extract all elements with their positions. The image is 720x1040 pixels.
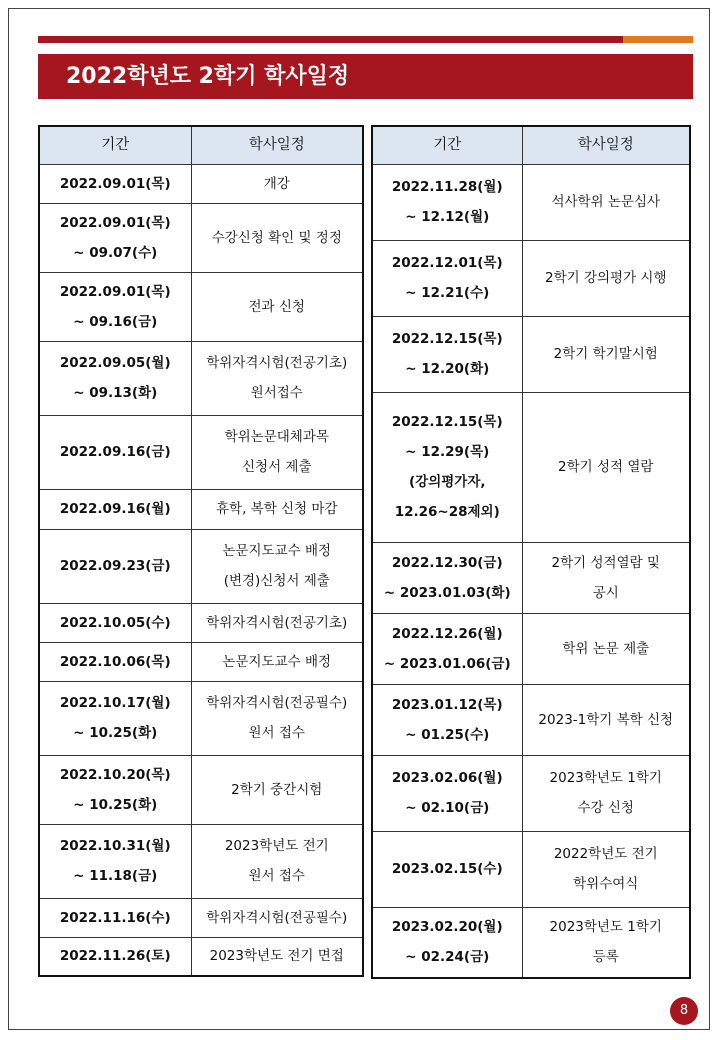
header-event: 학사일정	[522, 126, 690, 164]
page-title: 2022학년도 2학기 학사일정	[38, 54, 693, 99]
period-line: ~ 09.16(금)	[73, 313, 158, 330]
period-line: 2023.02.06(월)	[391, 770, 503, 786]
event-line: 신청서 제출	[242, 459, 312, 475]
event-line: 학위 논문 제출	[562, 640, 650, 657]
period-line: 2022.09.16(월)	[59, 501, 171, 517]
table-row	[39, 603, 363, 642]
event-cell	[191, 272, 363, 341]
period-line: 2022.09.01(목)	[59, 214, 171, 231]
period-line: 2022.09.16(금)	[59, 444, 171, 460]
period-cell	[372, 542, 522, 613]
period-cell	[39, 755, 191, 824]
period-line: 2022.10.05(수)	[59, 614, 171, 631]
period-cell	[39, 489, 191, 529]
table-row	[372, 684, 690, 755]
period-line: ~ 11.18(금)	[73, 868, 158, 884]
table-row	[372, 240, 690, 316]
event-line: 2학기 성적열람 및	[551, 554, 660, 571]
period-line: 2022.09.23(금)	[59, 558, 171, 574]
period-line: 2022.09.01(목)	[59, 175, 171, 192]
period-cell	[372, 907, 522, 978]
top-bar-dark	[38, 36, 623, 43]
event-line: 2023학년도 1학기	[549, 919, 662, 936]
event-cell	[191, 642, 363, 681]
period-cell	[372, 613, 522, 684]
table-row	[372, 164, 690, 240]
period-cell	[372, 240, 522, 316]
header-period: 기간	[39, 126, 191, 164]
period-cell	[39, 164, 191, 203]
event-cell	[191, 341, 363, 415]
event-line: 2학기 성적 열람	[558, 459, 654, 475]
event-cell	[191, 529, 363, 603]
period-line: ~ 02.10(금)	[405, 800, 490, 816]
period-cell	[372, 831, 522, 907]
event-cell	[191, 824, 363, 898]
event-line: 원서 접수	[248, 725, 305, 741]
top-decorative-bar	[38, 36, 693, 43]
period-line: 2023.01.12(목)	[391, 696, 503, 713]
event-cell	[191, 489, 363, 529]
event-line: 석사학위 논문심사	[551, 194, 661, 210]
event-cell	[191, 755, 363, 824]
event-line: 수강신청 확인 및 정정	[211, 229, 342, 246]
table-row	[39, 824, 363, 898]
table-row	[39, 272, 363, 341]
period-line: 2022.11.26(토)	[59, 948, 171, 965]
event-line: 원서 접수	[248, 868, 305, 884]
event-line: 2023학년도 1학기	[549, 770, 662, 786]
event-line: 논문지도교수 배정	[222, 653, 332, 670]
period-cell	[39, 341, 191, 415]
table-row	[372, 907, 690, 978]
event-line: 수강 신청	[577, 800, 634, 816]
period-cell	[39, 415, 191, 489]
event-line: 개강	[263, 175, 290, 192]
period-cell	[372, 684, 522, 755]
period-line: ~ 10.25(화)	[73, 796, 158, 813]
schedule-table-right	[371, 125, 691, 979]
event-line: 2023학년도 전기 면접	[209, 948, 344, 965]
period-line: 2022.10.20(목)	[59, 766, 171, 783]
period-cell	[39, 529, 191, 603]
period-line: ~ 12.12(월)	[405, 209, 490, 225]
event-cell	[191, 203, 363, 272]
event-line: 2학기 학기말시험	[553, 346, 658, 362]
event-cell	[522, 240, 690, 316]
event-line: 2023-1학기 복학 신청	[538, 711, 674, 728]
period-cell	[372, 164, 522, 240]
period-cell	[39, 898, 191, 937]
period-cell	[39, 681, 191, 755]
event-cell	[191, 937, 363, 976]
table-row	[39, 937, 363, 976]
table-row	[39, 415, 363, 489]
period-cell	[39, 203, 191, 272]
event-cell	[522, 392, 690, 542]
table-row	[372, 831, 690, 907]
period-line: ~ 02.24(금)	[405, 949, 490, 966]
period-line: ~ 09.07(수)	[73, 244, 158, 261]
header-event: 학사일정	[191, 126, 363, 164]
period-cell	[39, 824, 191, 898]
period-line: 2022.12.30(금)	[391, 554, 503, 571]
period-line: 12.26~28제외)	[394, 504, 500, 520]
period-line: (강의평가자,	[408, 474, 486, 490]
table-row	[372, 392, 690, 542]
period-cell	[372, 392, 522, 542]
period-line: 2023.02.20(월)	[391, 919, 503, 936]
event-line: 논문지도교수 배정	[222, 543, 332, 559]
table-row	[39, 203, 363, 272]
table-row	[39, 898, 363, 937]
table-row	[39, 529, 363, 603]
event-line: 학위자격시험(전공기초)	[206, 355, 348, 371]
event-cell	[522, 316, 690, 392]
event-line: 2학기 강의평가 시행	[545, 270, 667, 286]
event-cell	[191, 603, 363, 642]
header-period: 기간	[372, 126, 522, 164]
period-line: 2022.11.28(월)	[391, 179, 503, 195]
event-line: 2023학년도 전기	[224, 838, 329, 854]
schedule-table-left	[38, 125, 364, 977]
table-row	[39, 642, 363, 681]
period-line: 2022.09.05(월)	[59, 355, 171, 371]
table-header-row	[372, 126, 690, 164]
period-line: ~ 01.25(수)	[405, 726, 490, 743]
period-line: 2022.12.15(목)	[391, 331, 503, 347]
table-row	[372, 613, 690, 684]
table-row	[372, 542, 690, 613]
event-line: 학위자격시험(전공기초)	[206, 614, 348, 631]
table-row	[39, 755, 363, 824]
event-cell	[191, 898, 363, 937]
event-cell	[522, 831, 690, 907]
period-line: 2022.10.06(목)	[59, 653, 171, 670]
period-line: ~ 09.13(화)	[73, 385, 158, 401]
event-cell	[522, 542, 690, 613]
event-cell	[191, 681, 363, 755]
table-row	[39, 164, 363, 203]
period-cell	[39, 642, 191, 681]
page-number-badge: 8	[670, 997, 698, 1025]
period-line: ~ 12.21(수)	[405, 285, 490, 301]
event-line: 공시	[592, 584, 619, 601]
period-line: ~ 10.25(화)	[73, 725, 158, 741]
period-line: 2023.02.15(수)	[391, 861, 503, 877]
period-cell	[39, 603, 191, 642]
period-line: 2022.12.26(월)	[391, 625, 503, 642]
period-line: ~ 2023.01.03(화)	[383, 584, 511, 601]
period-line: ~ 2023.01.06(금)	[383, 655, 511, 672]
event-line: 학위수여식	[573, 876, 639, 892]
table-header-row	[39, 126, 363, 164]
period-line: 2022.12.15(목)	[391, 414, 503, 430]
period-line: 2022.09.01(목)	[59, 283, 171, 300]
event-line: 학위논문대체과목	[224, 429, 329, 445]
period-line: ~ 12.29(목)	[405, 444, 490, 460]
event-cell	[191, 164, 363, 203]
period-line: 2022.10.17(월)	[59, 695, 171, 711]
table-row	[372, 316, 690, 392]
event-cell	[191, 415, 363, 489]
period-cell	[372, 755, 522, 831]
event-cell	[522, 684, 690, 755]
event-cell	[522, 755, 690, 831]
event-cell	[522, 164, 690, 240]
event-line: 학위자격시험(전공필수)	[206, 695, 348, 711]
event-line: 원서접수	[250, 385, 303, 401]
event-line: (변경)신청서 제출	[223, 573, 330, 589]
top-bar-accent	[623, 36, 693, 43]
event-line: 2022학년도 전기	[553, 846, 658, 862]
period-line: ~ 12.20(화)	[405, 361, 490, 377]
event-cell	[522, 907, 690, 978]
event-line: 학위자격시험(전공필수)	[206, 909, 348, 926]
period-line: 2022.10.31(월)	[59, 838, 171, 854]
period-cell	[372, 316, 522, 392]
table-row	[372, 755, 690, 831]
event-cell	[522, 613, 690, 684]
event-line: 전과 신청	[248, 298, 305, 315]
table-row	[39, 341, 363, 415]
period-cell	[39, 272, 191, 341]
event-line: 휴학, 복학 신청 마감	[216, 501, 338, 517]
event-line: 2학기 중간시험	[231, 781, 323, 798]
period-cell	[39, 937, 191, 976]
table-row	[39, 489, 363, 529]
table-row	[39, 681, 363, 755]
period-line: 2022.11.16(수)	[59, 909, 171, 926]
event-line: 등록	[592, 949, 619, 966]
period-line: 2022.12.01(목)	[391, 255, 503, 271]
